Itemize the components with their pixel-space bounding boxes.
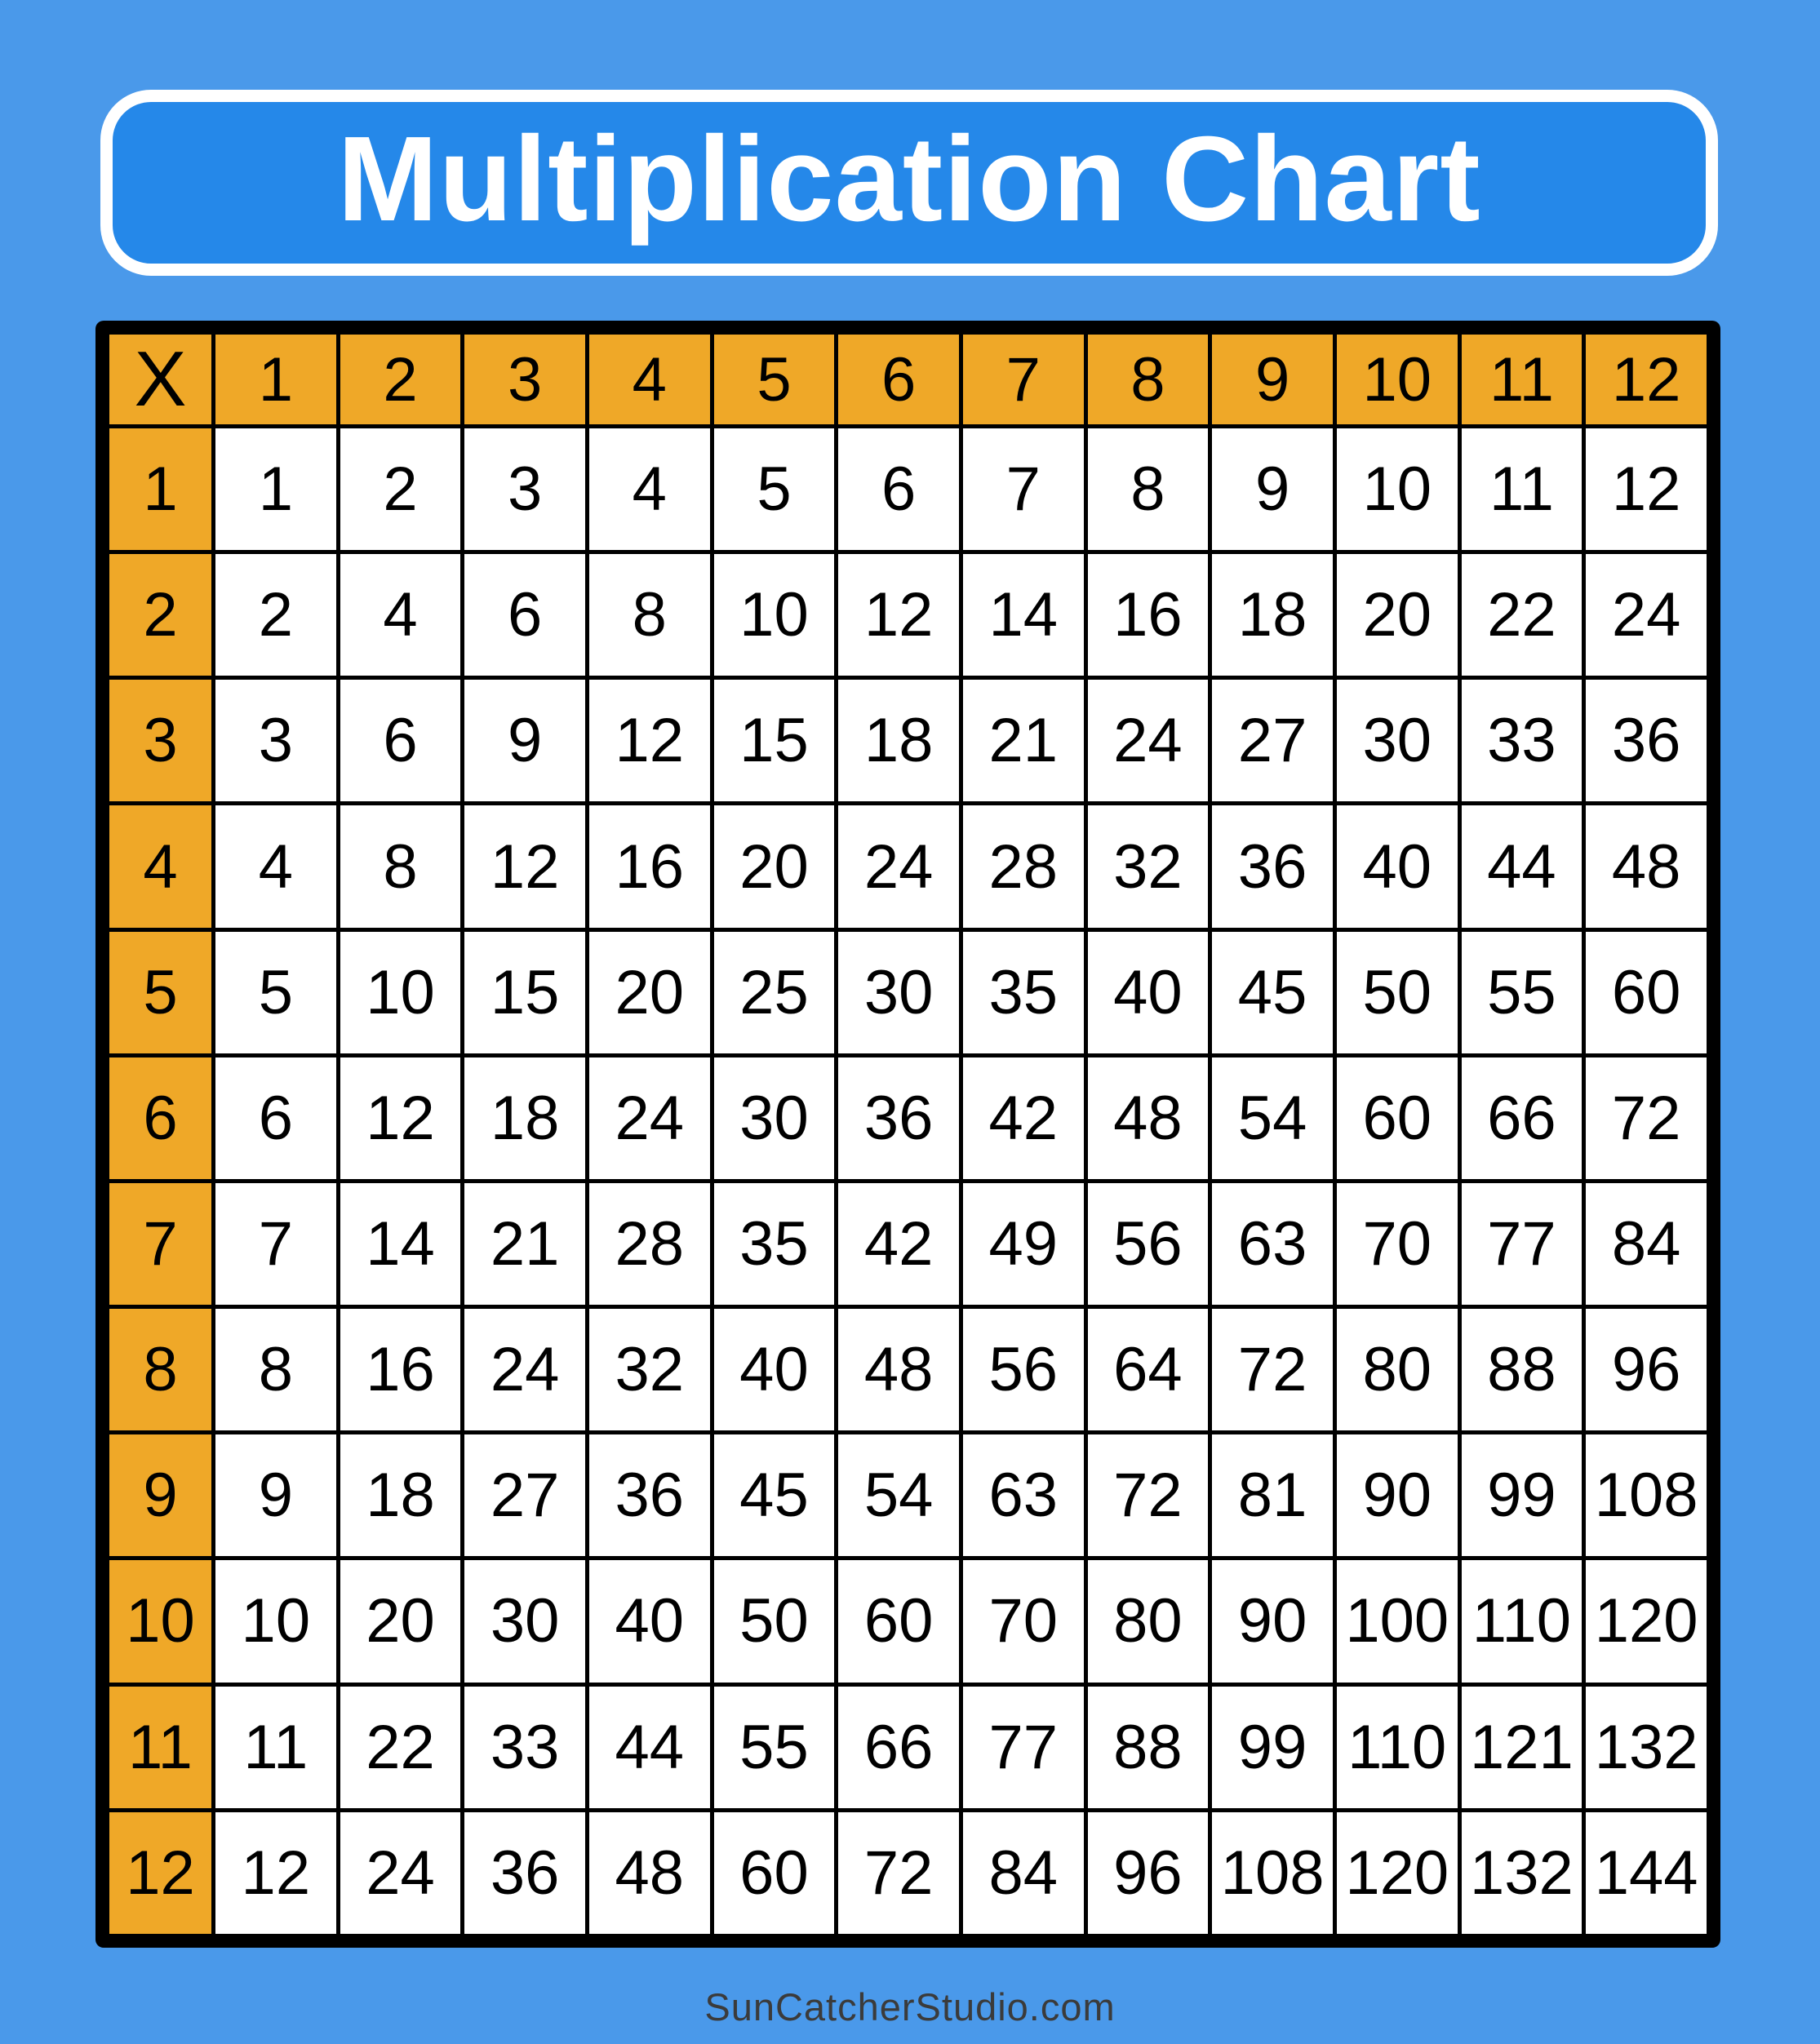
product-cell: 33 xyxy=(1459,678,1584,804)
product-cell: 30 xyxy=(1334,678,1459,804)
product-cell: 60 xyxy=(837,1558,961,1684)
product-cell: 8 xyxy=(214,1307,339,1433)
column-header-cell: 8 xyxy=(1085,333,1210,427)
table-row xyxy=(108,427,1709,552)
product-cell: 12 xyxy=(338,1055,463,1181)
product-cell: 48 xyxy=(587,1810,712,1935)
product-cell: 70 xyxy=(1334,1181,1459,1306)
product-cell: 132 xyxy=(1584,1684,1709,1810)
product-cell: 108 xyxy=(1210,1810,1335,1935)
product-cell: 55 xyxy=(712,1684,837,1810)
product-cell: 77 xyxy=(1459,1181,1584,1306)
product-cell: 27 xyxy=(1210,678,1335,804)
product-cell: 72 xyxy=(1210,1307,1335,1433)
table-row xyxy=(108,1433,1709,1558)
column-header-cell: 12 xyxy=(1584,333,1709,427)
product-cell: 100 xyxy=(1334,1558,1459,1684)
product-cell: 9 xyxy=(214,1433,339,1558)
table-row xyxy=(108,929,1709,1055)
product-cell: 24 xyxy=(463,1307,588,1433)
table-row xyxy=(108,1810,1709,1935)
product-cell: 7 xyxy=(961,427,1085,552)
product-cell: 6 xyxy=(214,1055,339,1181)
product-cell: 6 xyxy=(463,552,588,678)
product-cell: 20 xyxy=(587,929,712,1055)
product-cell: 28 xyxy=(587,1181,712,1306)
product-cell: 7 xyxy=(214,1181,339,1306)
page-title: Multiplication Chart xyxy=(337,112,1481,246)
product-cell: 11 xyxy=(214,1684,339,1810)
column-header-cell: 1 xyxy=(214,333,339,427)
product-cell: 56 xyxy=(961,1307,1085,1433)
row-header-cell: 6 xyxy=(108,1055,214,1181)
product-cell: 4 xyxy=(587,427,712,552)
product-cell: 36 xyxy=(587,1433,712,1558)
product-cell: 33 xyxy=(463,1684,588,1810)
product-cell: 12 xyxy=(587,678,712,804)
product-cell: 12 xyxy=(463,804,588,929)
product-cell: 11 xyxy=(1459,427,1584,552)
row-header-cell: 3 xyxy=(108,678,214,804)
column-header-cell: 6 xyxy=(837,333,961,427)
title-banner xyxy=(100,90,1718,276)
multiplication-table xyxy=(105,330,1711,1938)
product-cell: 88 xyxy=(1085,1684,1210,1810)
product-cell: 8 xyxy=(587,552,712,678)
product-cell: 30 xyxy=(463,1558,588,1684)
product-cell: 30 xyxy=(712,1055,837,1181)
product-cell: 44 xyxy=(1459,804,1584,929)
table-row xyxy=(108,678,1709,804)
table-row xyxy=(108,1055,1709,1181)
product-cell: 24 xyxy=(338,1810,463,1935)
product-cell: 45 xyxy=(712,1433,837,1558)
product-cell: 8 xyxy=(338,804,463,929)
product-cell: 24 xyxy=(1584,552,1709,678)
product-cell: 72 xyxy=(1584,1055,1709,1181)
product-cell: 48 xyxy=(837,1307,961,1433)
table-row xyxy=(108,1558,1709,1684)
product-cell: 36 xyxy=(463,1810,588,1935)
product-cell: 5 xyxy=(712,427,837,552)
product-cell: 120 xyxy=(1584,1558,1709,1684)
product-cell: 25 xyxy=(712,929,837,1055)
product-cell: 18 xyxy=(338,1433,463,1558)
product-cell: 40 xyxy=(712,1307,837,1433)
product-cell: 22 xyxy=(1459,552,1584,678)
product-cell: 2 xyxy=(214,552,339,678)
product-cell: 80 xyxy=(1334,1307,1459,1433)
product-cell: 90 xyxy=(1334,1433,1459,1558)
product-cell: 63 xyxy=(1210,1181,1335,1306)
column-header-cell: 7 xyxy=(961,333,1085,427)
product-cell: 5 xyxy=(214,929,339,1055)
product-cell: 42 xyxy=(837,1181,961,1306)
row-header-cell: 8 xyxy=(108,1307,214,1433)
product-cell: 66 xyxy=(837,1684,961,1810)
product-cell: 40 xyxy=(587,1558,712,1684)
product-cell: 77 xyxy=(961,1684,1085,1810)
corner-cell: X xyxy=(108,333,214,427)
row-header-cell: 2 xyxy=(108,552,214,678)
product-cell: 35 xyxy=(961,929,1085,1055)
product-cell: 49 xyxy=(961,1181,1085,1306)
column-header-cell: 9 xyxy=(1210,333,1335,427)
product-cell: 10 xyxy=(214,1558,339,1684)
product-cell: 120 xyxy=(1334,1810,1459,1935)
column-header-cell: 11 xyxy=(1459,333,1584,427)
product-cell: 40 xyxy=(1085,929,1210,1055)
product-cell: 10 xyxy=(712,552,837,678)
product-cell: 12 xyxy=(837,552,961,678)
table-row xyxy=(108,1181,1709,1306)
product-cell: 3 xyxy=(463,427,588,552)
table-body xyxy=(108,427,1709,1936)
product-cell: 66 xyxy=(1459,1055,1584,1181)
product-cell: 24 xyxy=(837,804,961,929)
product-cell: 45 xyxy=(1210,929,1335,1055)
row-header-cell: 1 xyxy=(108,427,214,552)
table-header xyxy=(108,333,1709,427)
row-header-cell: 9 xyxy=(108,1433,214,1558)
product-cell: 48 xyxy=(1584,804,1709,929)
product-cell: 18 xyxy=(837,678,961,804)
product-cell: 4 xyxy=(214,804,339,929)
product-cell: 90 xyxy=(1210,1558,1335,1684)
product-cell: 18 xyxy=(1210,552,1335,678)
product-cell: 9 xyxy=(463,678,588,804)
product-cell: 9 xyxy=(1210,427,1335,552)
product-cell: 60 xyxy=(1334,1055,1459,1181)
footer-watermark: SunCatcherStudio.com xyxy=(704,1985,1116,2028)
product-cell: 8 xyxy=(1085,427,1210,552)
product-cell: 72 xyxy=(837,1810,961,1935)
column-header-cell: 5 xyxy=(712,333,837,427)
product-cell: 54 xyxy=(1210,1055,1335,1181)
product-cell: 18 xyxy=(463,1055,588,1181)
product-cell: 36 xyxy=(1584,678,1709,804)
product-cell: 20 xyxy=(1334,552,1459,678)
product-cell: 10 xyxy=(338,929,463,1055)
row-header-cell: 10 xyxy=(108,1558,214,1684)
column-header-cell: 10 xyxy=(1334,333,1459,427)
product-cell: 70 xyxy=(961,1558,1085,1684)
column-header-cell: 2 xyxy=(338,333,463,427)
product-cell: 84 xyxy=(961,1810,1085,1935)
product-cell: 21 xyxy=(961,678,1085,804)
product-cell: 30 xyxy=(837,929,961,1055)
header-row xyxy=(108,333,1709,427)
product-cell: 42 xyxy=(961,1055,1085,1181)
product-cell: 55 xyxy=(1459,929,1584,1055)
multiplication-table-frame xyxy=(95,321,1720,1948)
product-cell: 44 xyxy=(587,1684,712,1810)
product-cell: 27 xyxy=(463,1433,588,1558)
row-header-cell: 12 xyxy=(108,1810,214,1935)
product-cell: 48 xyxy=(1085,1055,1210,1181)
column-header-cell: 3 xyxy=(463,333,588,427)
product-cell: 14 xyxy=(338,1181,463,1306)
product-cell: 3 xyxy=(214,678,339,804)
product-cell: 20 xyxy=(338,1558,463,1684)
product-cell: 15 xyxy=(712,678,837,804)
product-cell: 80 xyxy=(1085,1558,1210,1684)
product-cell: 60 xyxy=(712,1810,837,1935)
product-cell: 121 xyxy=(1459,1684,1584,1810)
product-cell: 64 xyxy=(1085,1307,1210,1433)
product-cell: 20 xyxy=(712,804,837,929)
product-cell: 1 xyxy=(214,427,339,552)
product-cell: 60 xyxy=(1584,929,1709,1055)
product-cell: 6 xyxy=(837,427,961,552)
product-cell: 63 xyxy=(961,1433,1085,1558)
product-cell: 72 xyxy=(1085,1433,1210,1558)
table-row xyxy=(108,804,1709,929)
product-cell: 16 xyxy=(587,804,712,929)
product-cell: 110 xyxy=(1334,1684,1459,1810)
product-cell: 54 xyxy=(837,1433,961,1558)
product-cell: 99 xyxy=(1459,1433,1584,1558)
table-row xyxy=(108,1307,1709,1433)
product-cell: 10 xyxy=(1334,427,1459,552)
product-cell: 56 xyxy=(1085,1181,1210,1306)
row-header-cell: 5 xyxy=(108,929,214,1055)
column-header-cell: 4 xyxy=(587,333,712,427)
table-row xyxy=(108,1684,1709,1810)
product-cell: 36 xyxy=(1210,804,1335,929)
product-cell: 32 xyxy=(587,1307,712,1433)
product-cell: 15 xyxy=(463,929,588,1055)
product-cell: 50 xyxy=(712,1558,837,1684)
product-cell: 14 xyxy=(961,552,1085,678)
product-cell: 21 xyxy=(463,1181,588,1306)
product-cell: 2 xyxy=(338,427,463,552)
product-cell: 108 xyxy=(1584,1433,1709,1558)
product-cell: 28 xyxy=(961,804,1085,929)
product-cell: 81 xyxy=(1210,1433,1335,1558)
product-cell: 16 xyxy=(338,1307,463,1433)
product-cell: 96 xyxy=(1584,1307,1709,1433)
product-cell: 32 xyxy=(1085,804,1210,929)
product-cell: 35 xyxy=(712,1181,837,1306)
product-cell: 96 xyxy=(1085,1810,1210,1935)
product-cell: 50 xyxy=(1334,929,1459,1055)
product-cell: 12 xyxy=(1584,427,1709,552)
row-header-cell: 7 xyxy=(108,1181,214,1306)
table-row xyxy=(108,552,1709,678)
product-cell: 99 xyxy=(1210,1684,1335,1810)
product-cell: 88 xyxy=(1459,1307,1584,1433)
product-cell: 4 xyxy=(338,552,463,678)
product-cell: 22 xyxy=(338,1684,463,1810)
product-cell: 16 xyxy=(1085,552,1210,678)
product-cell: 24 xyxy=(1085,678,1210,804)
row-header-cell: 4 xyxy=(108,804,214,929)
product-cell: 110 xyxy=(1459,1558,1584,1684)
product-cell: 36 xyxy=(837,1055,961,1181)
product-cell: 6 xyxy=(338,678,463,804)
product-cell: 84 xyxy=(1584,1181,1709,1306)
product-cell: 40 xyxy=(1334,804,1459,929)
row-header-cell: 11 xyxy=(108,1684,214,1810)
product-cell: 24 xyxy=(587,1055,712,1181)
product-cell: 144 xyxy=(1584,1810,1709,1935)
product-cell: 12 xyxy=(214,1810,339,1935)
product-cell: 132 xyxy=(1459,1810,1584,1935)
